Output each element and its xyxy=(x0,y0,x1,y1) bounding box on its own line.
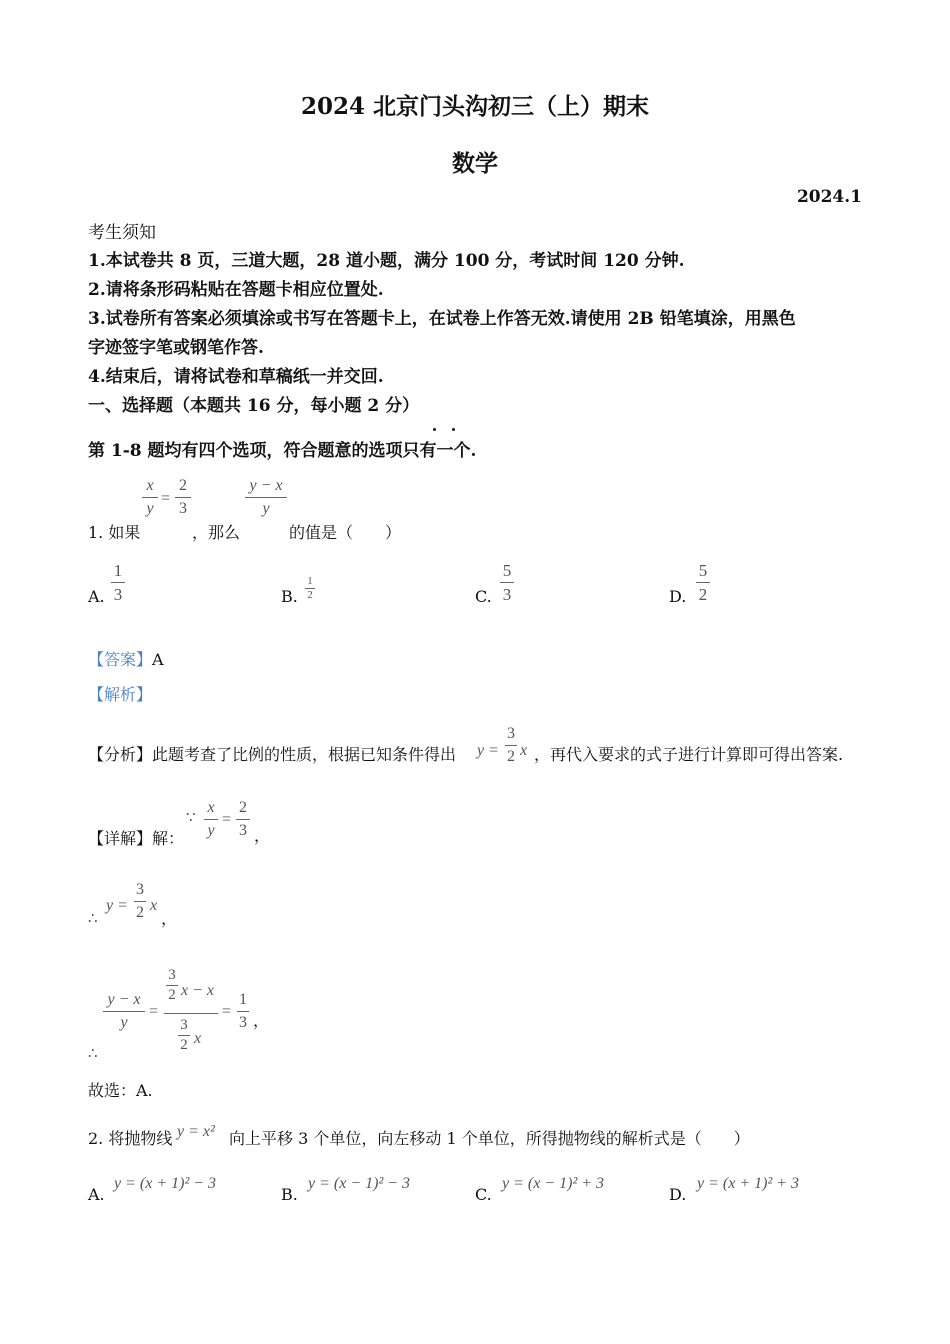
q1-detail: 【详解】解： xyxy=(88,829,185,848)
detail-step3-left-fraction: y − x y xyxy=(103,992,145,1031)
notice-item: 3.试卷所有答案必须填涂或书写在答题卡上，在试卷上作答无效.请使用 2B 铅笔填涂，用黑色 xyxy=(88,309,796,329)
q1-conclusion: 故选：A. xyxy=(88,1081,153,1100)
section-heading: 一、选择题（本题共 16 分，每小题 2 分） xyxy=(88,396,420,416)
q1-expression-fraction: y − x y xyxy=(245,478,287,517)
analysis-formula-x: x xyxy=(520,742,528,759)
detail-step2-fraction: 3 2 xyxy=(136,881,144,921)
q2-option-a-formula: y = (x + 1)² − 3 xyxy=(114,1175,217,1192)
q1-option-d-label: D. xyxy=(669,587,687,606)
detail-step3-equals: = xyxy=(149,1003,159,1020)
q1-condition-left-fraction: x y xyxy=(142,478,158,517)
q1-stem-suffix: 的值是（ ） xyxy=(289,523,402,542)
detail-step2-x: x xyxy=(150,897,158,914)
therefore-symbol-2: ∴ xyxy=(88,1046,98,1062)
because-symbol: ∵ xyxy=(186,810,196,826)
detail-step3-complex-fraction: 3 2 x − x 3 2 x xyxy=(164,968,218,1058)
q1-condition-equals: = xyxy=(161,490,171,507)
q2-option-b-label: B. xyxy=(281,1185,298,1204)
analysis-formula-lhs: y = xyxy=(477,742,499,759)
detail-step2-lhs: y = xyxy=(106,897,128,914)
q1-analysis: 【分析】此题考查了比例的性质，根据已知条件得出 xyxy=(88,745,457,764)
q2-option-c-formula: y = (x − 1)² + 3 xyxy=(502,1175,605,1192)
q1-option-a-fraction: 1 3 xyxy=(111,562,125,603)
q2-option-d-formula: y = (x + 1)² + 3 xyxy=(697,1175,800,1192)
detail-step1-left-fraction: x y xyxy=(204,800,218,839)
detail-step1-equals: = xyxy=(222,811,232,828)
q2-option-c-label: C. xyxy=(475,1185,492,1204)
q1-condition-right-fraction: 2 3 xyxy=(175,478,191,517)
emphasis-dot xyxy=(452,428,455,431)
q1-option-a-label: A. xyxy=(88,587,105,606)
q2-stem-formula: y = x² xyxy=(177,1123,215,1140)
q2-stem-suffix: 向上平移 3 个单位，向左移动 1 个单位，所得抛物线的解析式是（ ） xyxy=(229,1129,750,1148)
detail-step3-comma: ， xyxy=(253,1011,270,1030)
notice-item: 1.本试卷共 8 页，三道大题，28 道小题，满分 100 分，考试时间 120 分钟. xyxy=(88,251,685,271)
q1-option-b-fraction: 1 2 xyxy=(305,576,315,601)
answer-tag: 【答案】 xyxy=(88,650,153,669)
emphasis-dot xyxy=(433,428,436,431)
q2-option-d-label: D. xyxy=(669,1185,687,1204)
q1-stem-mid: ，那么 xyxy=(192,523,241,542)
q1-answer xyxy=(88,647,164,670)
analysis-tag: 【解析】 xyxy=(88,685,153,704)
therefore-symbol: ∴ xyxy=(88,911,98,927)
q1-option-c-fraction: 5 3 xyxy=(500,562,514,603)
q1-option-d-fraction: 5 2 xyxy=(696,562,710,603)
detail-step3-equals-2: = xyxy=(222,1003,232,1020)
exam-title: 2024 北京门头沟初三（上）期末 xyxy=(300,93,650,120)
detail-step3-result-fraction: 1 3 xyxy=(239,991,247,1031)
answer-value: A xyxy=(152,650,164,669)
notice-heading: 考生须知 xyxy=(88,223,156,243)
notice-item: 字迹签字笔或钢笔作答. xyxy=(88,338,264,358)
q2-option-b-formula: y = (x − 1)² − 3 xyxy=(308,1175,411,1192)
subject-title: 数学 xyxy=(452,150,498,177)
q2-option-a-label: A. xyxy=(88,1185,105,1204)
detail-step1-comma: ， xyxy=(254,826,271,845)
analysis-formula-fraction: 3 2 xyxy=(507,725,515,765)
q1-analysis-tail: ，再代入要求的式子进行计算即可得出答案. xyxy=(534,745,844,764)
q2-stem-prefix: 2. 将抛物线 xyxy=(88,1129,173,1148)
detail-step2-comma: ， xyxy=(161,909,178,928)
detail-step1-right-fraction: 2 3 xyxy=(236,800,250,839)
q1-option-b-label: B. xyxy=(281,587,298,606)
section-instruction: 第 1-8 题均有四个选项，符合题意的选项只有一个. xyxy=(88,441,477,461)
q1-option-c-label: C. xyxy=(475,587,492,606)
notice-item: 4.结束后，请将试卷和草稿纸一并交回. xyxy=(88,367,384,387)
exam-date: 2024.1 xyxy=(796,187,862,207)
q1-stem-prefix: 1. 如果 xyxy=(88,523,141,542)
notice-item: 2.请将条形码粘贴在答题卡相应位置处. xyxy=(88,280,384,300)
